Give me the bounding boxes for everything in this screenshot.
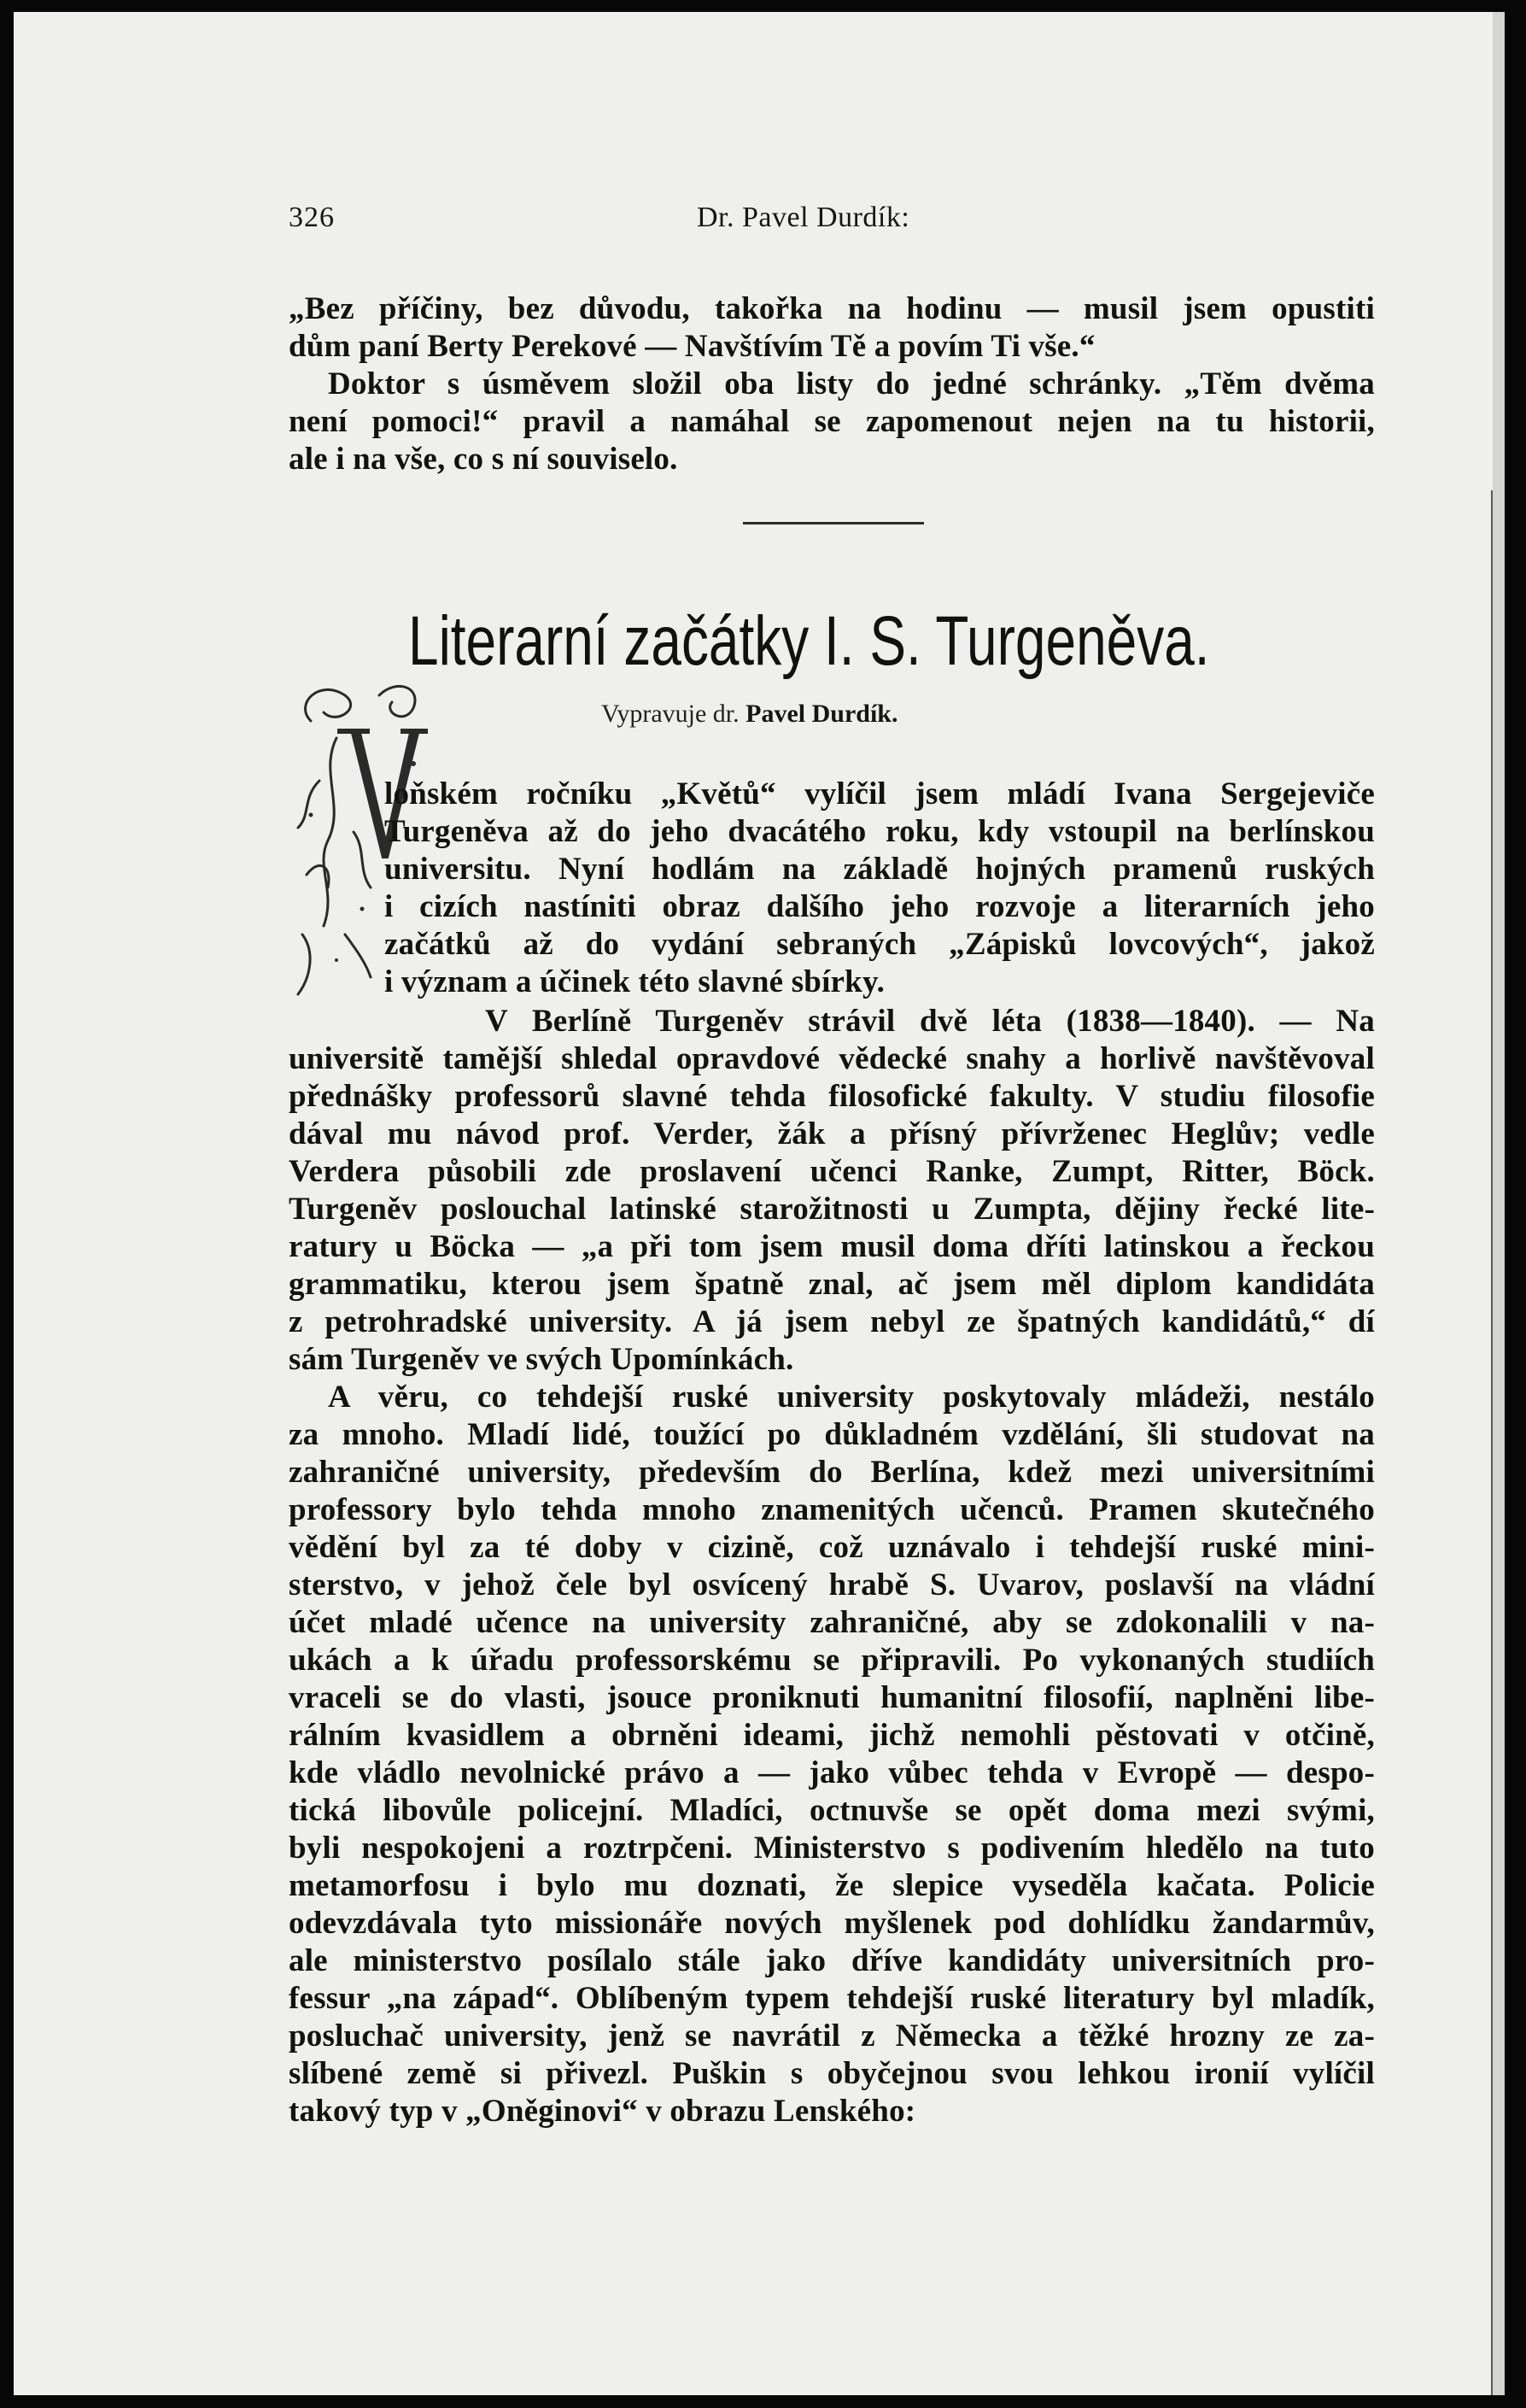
text-line: i význam a účinek této slavné sbírky. <box>384 964 886 999</box>
text-line: universitu. Nyní hodlám na základě hojných pramenů ruských <box>384 852 1375 887</box>
text-line: metamorfosu i bylo mu doznati, že slepice vyseděla kačata. Policie <box>289 1868 1375 1903</box>
text-line: Doktor s úsměvem složil oba listy do jedné schránky. „Těm dvěma <box>328 366 1375 401</box>
text-line: fessur „na západ“. Oblíbeným typem tehdejší ruské literatury byl mladík, <box>289 1981 1375 2016</box>
text-line: ale ministerstvo posílalo stále jako dříve kandidáty universitních pro- <box>289 1943 1375 1978</box>
text-line: i cizích nastíniti obraz dalšího jeho rozvoje a literarních jeho <box>384 889 1375 924</box>
text-line: přednášky professorů slavné tehda filosofické fakulty. V studiu filosofie <box>289 1079 1375 1114</box>
text-line: rálním kvasidlem a obrněni ideami, jichž nemohli pěstovati v otčině, <box>289 1718 1375 1753</box>
text-line: Verdera působili zde proslavení učenci Ranke, Zumpt, Ritter, Böck. <box>289 1154 1375 1189</box>
text-line: dům paní Berty Perekové — Navštívím Tě a povím Ti vše.“ <box>289 329 1096 364</box>
text-line: Turgeněv poslouchal latinské starožitnosti u Zumpta, dějiny řecké lite- <box>289 1192 1375 1227</box>
text-line: sám Turgeněv ve svých Upomínkách. <box>289 1342 794 1377</box>
page-number: 326 <box>289 202 335 233</box>
text-line: loňském ročníku „Květů“ vylíčil jsem mládí Ivana Sergejeviče <box>384 776 1375 811</box>
book-page <box>14 12 1505 2395</box>
text-line: sterstvo, v jehož čele byl osvícený hrabě S. Uvarov, poslavší na vládní <box>289 1567 1375 1602</box>
byline-author: Pavel Durdík. <box>745 700 898 728</box>
text-line: není pomoci!“ pravil a namáhal se zapomenout nejen na tu historii, <box>289 404 1375 439</box>
text-line: z petrohradské university. A já jsem nebyl ze špatných kandidátů,“ dí <box>289 1304 1375 1339</box>
text-line: grammatiku, kterou jsem špatně znal, ač jsem měl diplom kandidáta <box>289 1267 1375 1302</box>
text-line: „Bez příčiny, bez důvodu, takořka na hodinu — musil jsem opustiti <box>289 291 1375 326</box>
text-line: posluchač university, jenž se navrátil z Německa a těžké hrozny ze za- <box>289 2018 1375 2054</box>
article-title: Literarní začátky I. S. Turgeněva. <box>408 602 1210 680</box>
text-line: odevzdávala tyto missionáře nových myšlenek pod dohlídku žandarmův, <box>289 1906 1375 1941</box>
page-edge-shadow <box>1493 12 1505 2395</box>
text-line: universitě tamější shledal opravdové vědecké snahy a horlivě navštěvoval <box>289 1041 1375 1076</box>
text-line: ratury u Böcka — „a při tom jsem musil doma dříti latinskou a řeckou <box>289 1229 1375 1264</box>
text-line: kde vládlo nevolnické právo a — jako vůbec tehda v Evropě — despo- <box>289 1755 1375 1790</box>
text-line: V Berlíně Turgeněv strávil dvě léta (1838—1840). — Na <box>485 1004 1375 1039</box>
text-line: takový typ v „Oněginovi“ v obrazu Lenského: <box>289 2094 916 2129</box>
binding-line <box>1491 490 1493 2395</box>
text-line: zahraničné university, především do Berlína, kdež mezi universitními <box>289 1455 1375 1490</box>
text-line: tická libovůle policejní. Mladíci, octnuvše se opět doma mezi svými, <box>289 1793 1375 1828</box>
section-divider <box>743 522 924 524</box>
running-head: Dr. Pavel Durdík: <box>697 202 910 233</box>
text-line: vědění byl za té doby v cizině, což uznávalo i tehdejší ruské mini- <box>289 1530 1375 1565</box>
article-byline <box>601 700 898 729</box>
text-line: ale i na vše, co s ní souviselo. <box>289 442 678 477</box>
text-line: dával mu návod prof. Verder, žák a přísný přívrženec Heglův; vedle <box>289 1116 1375 1151</box>
text-line: professory bylo tehda mnoho znamenitých učenců. Pramen skutečného <box>289 1492 1375 1527</box>
text-line: účet mladé učence na university zahraničné, aby se zdokonalili v na- <box>289 1605 1375 1640</box>
text-line: začátků až do vydání sebraných „Zápisků lovcových“, jakož <box>384 927 1375 962</box>
text-line: za mnoho. Mladí lidé, toužící po důkladném vzdělání, šli studovat na <box>289 1417 1375 1452</box>
text-line: ukách a k úřadu professorskému se připravili. Po vykonaných studiích <box>289 1643 1375 1678</box>
text-line: slíbené země si přivezl. Puškin s obyčejnou svou lehkou ironií vylíčil <box>289 2056 1375 2091</box>
text-line: vraceli se do vlasti, jsouce proniknuti humanitní filosofií, naplněni libe- <box>289 1680 1375 1715</box>
text-line: A věru, co tehdejší ruské university poskytovaly mládeži, nestálo <box>328 1380 1375 1415</box>
text-line: byli nespokojeni a roztrpčeni. Ministerstvo s podivením hledělo na tuto <box>289 1831 1375 1866</box>
byline-prefix: Vypravuje dr. <box>601 700 740 728</box>
text-line: Turgeněva až do jeho dvacátého roku, kdy vstoupil na berlínskou <box>384 814 1375 849</box>
page-header <box>278 202 1184 239</box>
